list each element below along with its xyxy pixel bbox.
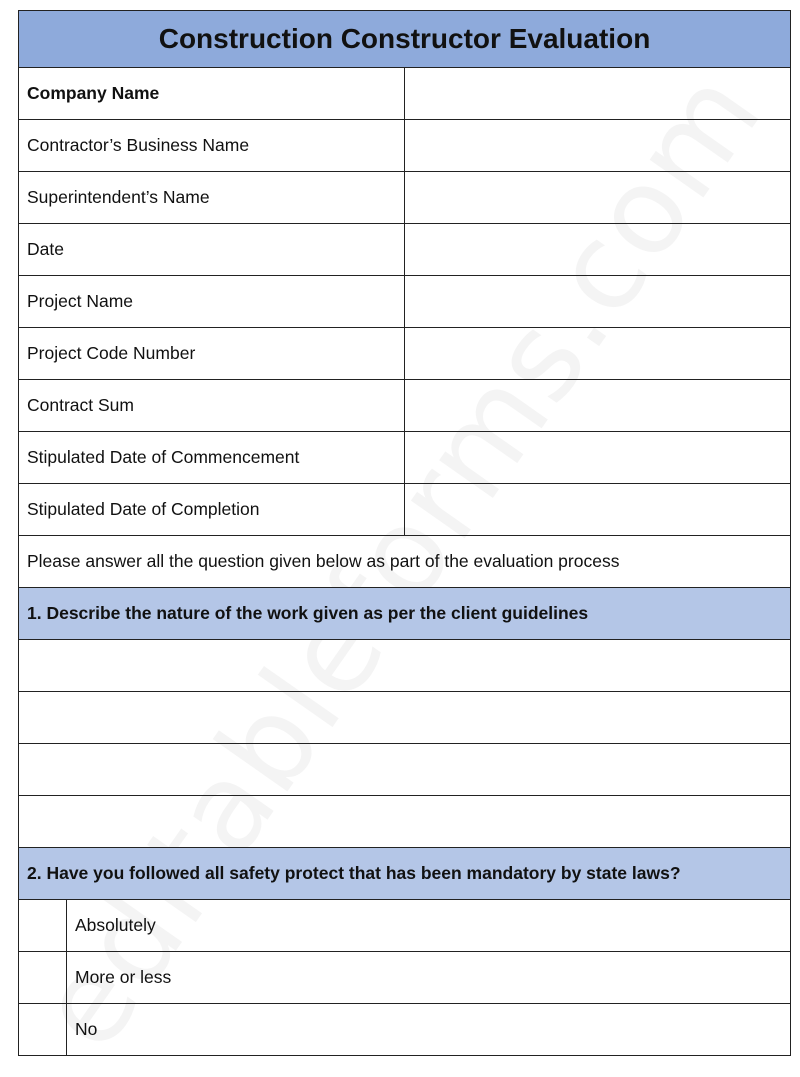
question-row xyxy=(19,588,791,640)
option-label-absolutely: Absolutely xyxy=(67,900,791,952)
option-label-more-or-less: More or less xyxy=(67,952,791,1004)
field-input-contract-sum[interactable] xyxy=(405,380,791,432)
field-row xyxy=(19,328,791,380)
field-input-commencement-date[interactable] xyxy=(405,432,791,484)
field-label-project-code-number: Project Code Number xyxy=(19,328,405,380)
instruction-text: Please answer all the question given below as part of the evaluation process xyxy=(19,536,791,588)
form-title: Construction Constructor Evaluation xyxy=(19,11,791,68)
answer-line-4[interactable] xyxy=(19,796,791,848)
answer-line-2[interactable] xyxy=(19,692,791,744)
title-row xyxy=(19,11,791,68)
field-input-project-name[interactable] xyxy=(405,276,791,328)
field-row xyxy=(19,380,791,432)
field-row xyxy=(19,484,791,536)
field-label-completion-date: Stipulated Date of Completion xyxy=(19,484,405,536)
field-label-contract-sum: Contract Sum xyxy=(19,380,405,432)
question-1: 1. Describe the nature of the work given as per the client guidelines xyxy=(19,588,791,640)
option-row xyxy=(19,1004,791,1056)
option-checkbox-no[interactable] xyxy=(19,1004,67,1056)
field-row xyxy=(19,224,791,276)
field-label-date: Date xyxy=(19,224,405,276)
field-row xyxy=(19,120,791,172)
field-label-superintendent-name: Superintendent’s Name xyxy=(19,172,405,224)
field-input-company-name[interactable] xyxy=(405,68,791,120)
field-row xyxy=(19,276,791,328)
field-input-date[interactable] xyxy=(405,224,791,276)
answer-line-3[interactable] xyxy=(19,744,791,796)
option-row xyxy=(19,952,791,1004)
option-label-no: No xyxy=(67,1004,791,1056)
field-label-company-name: Company Name xyxy=(19,68,405,120)
field-input-completion-date[interactable] xyxy=(405,484,791,536)
field-label-project-name: Project Name xyxy=(19,276,405,328)
option-row xyxy=(19,900,791,952)
question-2: 2. Have you followed all safety protect that has been mandatory by state laws? xyxy=(19,848,791,900)
question-row xyxy=(19,848,791,900)
instruction-row xyxy=(19,536,791,588)
field-row xyxy=(19,432,791,484)
field-input-superintendent-name[interactable] xyxy=(405,172,791,224)
field-input-project-code-number[interactable] xyxy=(405,328,791,380)
field-label-commencement-date: Stipulated Date of Commencement xyxy=(19,432,405,484)
answer-line-1[interactable] xyxy=(19,640,791,692)
option-checkbox-absolutely[interactable] xyxy=(19,900,67,952)
field-row xyxy=(19,172,791,224)
field-row xyxy=(19,68,791,120)
option-checkbox-more-or-less[interactable] xyxy=(19,952,67,1004)
field-label-contractor-business-name: Contractor’s Business Name xyxy=(19,120,405,172)
field-input-contractor-business-name[interactable] xyxy=(405,120,791,172)
evaluation-form xyxy=(18,10,791,1056)
